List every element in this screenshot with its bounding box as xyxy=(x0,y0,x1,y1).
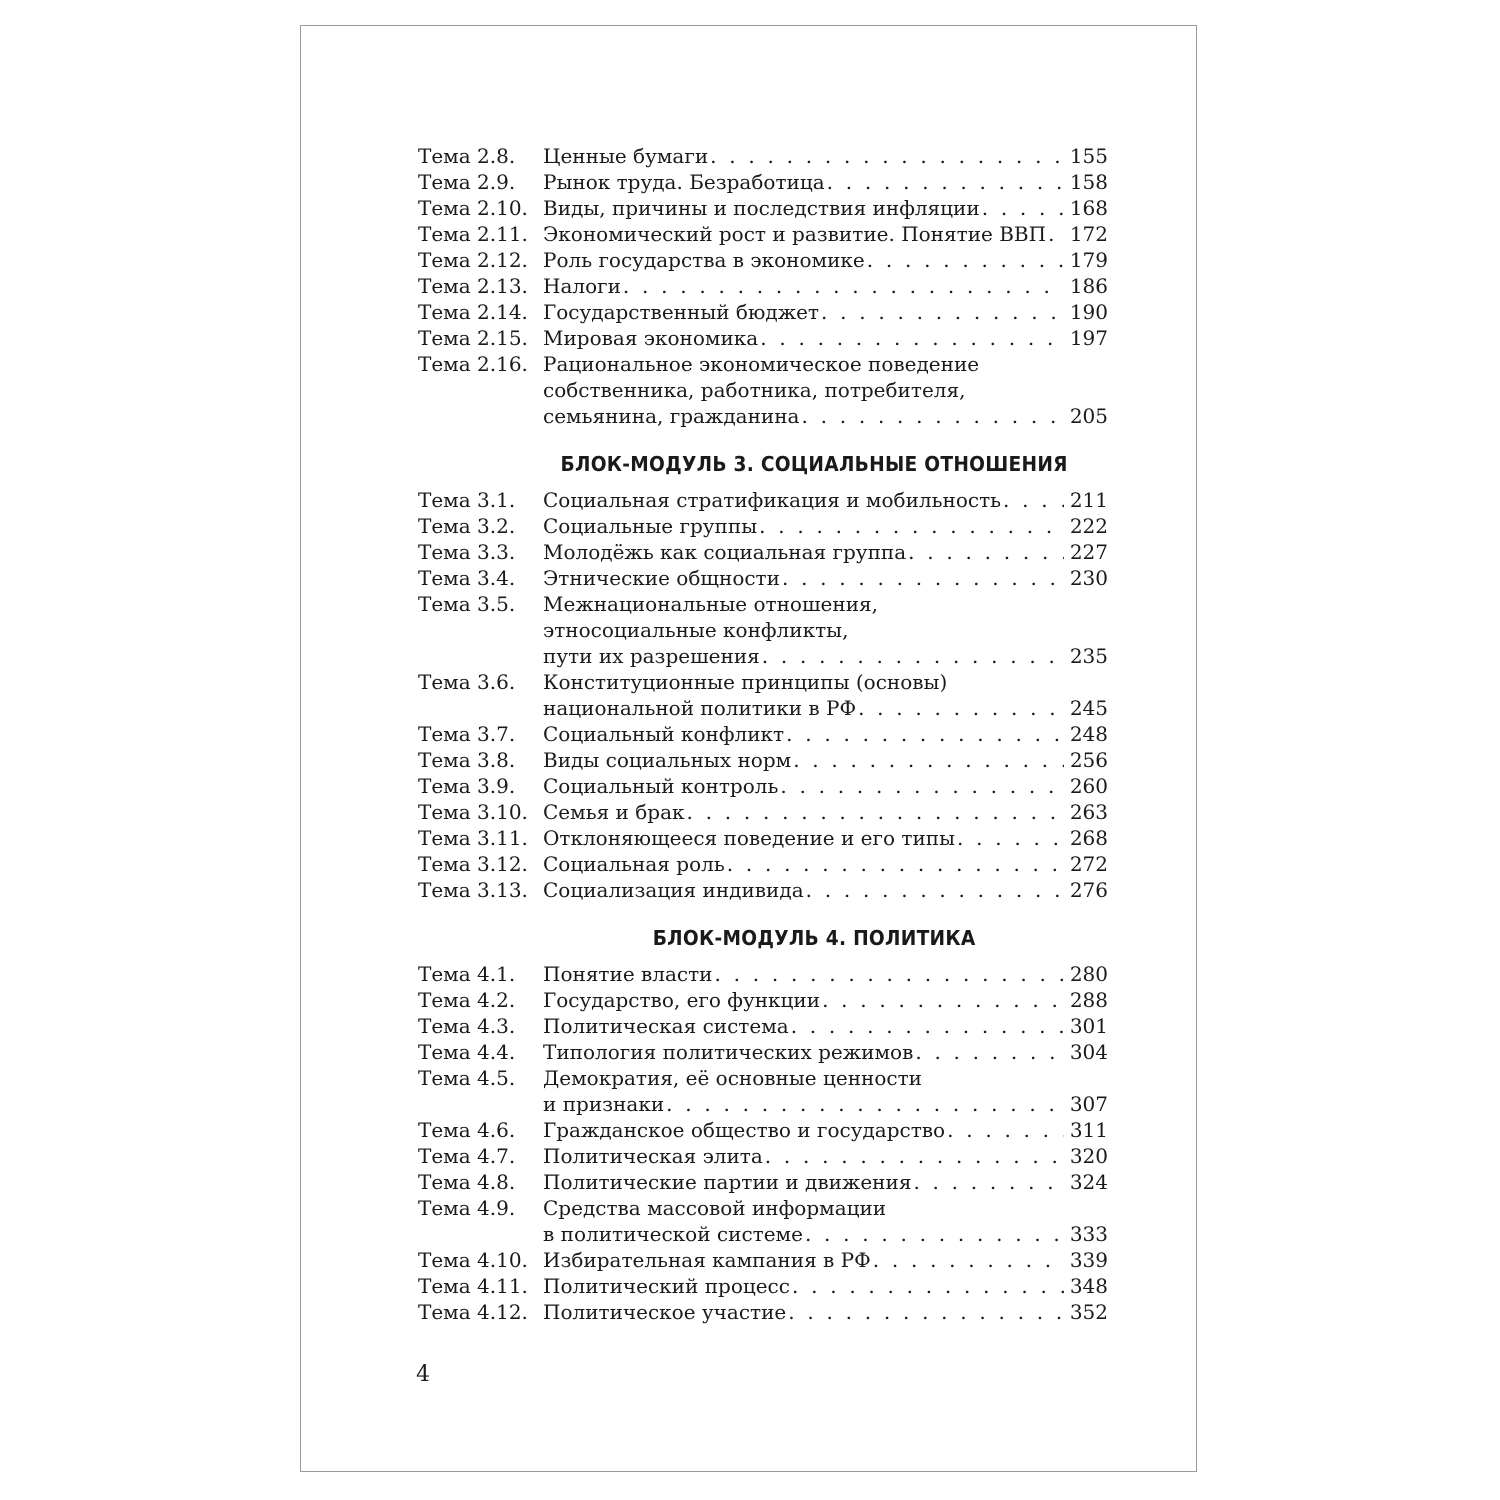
toc-entry[interactable] xyxy=(418,1013,1108,1039)
dot-leader xyxy=(827,169,1064,195)
topic-body xyxy=(543,1169,1108,1195)
topic-title-line xyxy=(543,1169,1108,1195)
topic-body xyxy=(543,195,1108,221)
dot-leader xyxy=(759,513,1064,539)
topic-number: Тема 3.7. xyxy=(418,722,516,746)
page-reference: 172 xyxy=(1069,222,1108,246)
toc-entry[interactable] xyxy=(418,325,1108,351)
topic-body xyxy=(543,773,1108,799)
topic-title-text: собственника, работника, потребителя, xyxy=(543,378,966,402)
topic-title-line xyxy=(543,1221,1108,1247)
topic-title-text: Ценные бумаги xyxy=(543,144,709,168)
page-reference: 256 xyxy=(1069,748,1108,772)
topic-number: Тема 2.15. xyxy=(418,326,528,350)
dot-leader xyxy=(710,143,1064,169)
page-reference: 324 xyxy=(1069,1170,1108,1194)
page-reference: 268 xyxy=(1069,826,1108,850)
page-reference: 235 xyxy=(1069,644,1108,668)
topic-body xyxy=(543,299,1108,325)
dot-leader xyxy=(782,565,1064,591)
page-reference: 168 xyxy=(1069,196,1108,220)
toc-entry[interactable] xyxy=(418,195,1108,221)
topic-body xyxy=(543,273,1108,299)
toc-entry[interactable] xyxy=(418,669,1108,721)
topic-title-text: Политическое участие xyxy=(543,1300,787,1324)
dot-leader xyxy=(915,1039,1064,1065)
block-heading: БЛОК-МОДУЛЬ 4. ПОЛИТИКА xyxy=(652,926,976,950)
topic-title-line xyxy=(543,987,1108,1013)
toc-entry[interactable] xyxy=(418,273,1108,299)
dot-leader xyxy=(913,1169,1064,1195)
topic-body xyxy=(543,721,1108,747)
dot-leader xyxy=(765,1143,1064,1169)
topic-title-line xyxy=(543,1273,1108,1299)
topic-title-text: Мировая экономика xyxy=(543,326,759,350)
topic-title-line xyxy=(543,487,1108,513)
topic-title-text: Отклоняющееся поведение и его типы xyxy=(543,826,956,850)
topic-body xyxy=(543,747,1108,773)
topic-number: Тема 4.12. xyxy=(418,1300,528,1324)
dot-leader xyxy=(792,1273,1064,1299)
topic-title-text: Социальная роль xyxy=(543,852,725,876)
topic-title-line xyxy=(543,799,1108,825)
dot-leader xyxy=(1048,221,1064,247)
toc-entry[interactable] xyxy=(418,877,1108,903)
topic-number: Тема 4.5. xyxy=(418,1066,516,1090)
toc-entry[interactable] xyxy=(418,169,1108,195)
topic-number: Тема 3.1. xyxy=(418,488,516,512)
dot-leader xyxy=(821,299,1064,325)
topic-number: Тема 4.2. xyxy=(418,988,516,1012)
topic-body xyxy=(543,669,1108,721)
page-reference: 320 xyxy=(1069,1144,1108,1168)
topic-title-text: Политическая система xyxy=(543,1014,789,1038)
topic-body xyxy=(543,169,1108,195)
topic-body xyxy=(543,247,1108,273)
topic-title-text: Средства массовой информации xyxy=(543,1196,887,1220)
topic-number: Тема 4.6. xyxy=(418,1118,516,1142)
toc-entry[interactable] xyxy=(418,747,1108,773)
topic-number: Тема 2.8. xyxy=(418,144,516,168)
toc-entry[interactable] xyxy=(418,221,1108,247)
topic-number: Тема 3.2. xyxy=(418,514,516,538)
toc-entry[interactable] xyxy=(418,961,1108,987)
topic-body xyxy=(543,825,1108,851)
topic-number: Тема 3.4. xyxy=(418,566,516,590)
page-reference: 263 xyxy=(1069,800,1108,824)
topic-title-text: Межнациональные отношения, xyxy=(543,592,879,616)
topic-title-line xyxy=(543,513,1108,539)
toc-entry[interactable] xyxy=(418,1299,1108,1325)
topic-body xyxy=(543,221,1108,247)
toc-entry[interactable] xyxy=(418,851,1108,877)
page-reference: 339 xyxy=(1069,1248,1108,1272)
dot-leader xyxy=(858,695,1064,721)
dot-leader xyxy=(1003,487,1064,513)
dot-leader xyxy=(727,851,1064,877)
topic-number: Тема 4.8. xyxy=(418,1170,516,1194)
page-reference: 155 xyxy=(1069,144,1108,168)
page-reference: 197 xyxy=(1069,326,1108,350)
toc-entry[interactable] xyxy=(418,591,1108,669)
topic-title-line xyxy=(543,539,1108,565)
topic-body xyxy=(543,1143,1108,1169)
topic-number: Тема 3.11. xyxy=(418,826,528,850)
toc-section xyxy=(418,451,1108,903)
topic-title-text: Виды социальных норм xyxy=(543,748,792,772)
toc-entry[interactable] xyxy=(418,825,1108,851)
topic-body xyxy=(543,591,1108,669)
dot-leader xyxy=(801,403,1064,429)
topic-title-text: Социальный контроль xyxy=(543,774,779,798)
topic-title-line xyxy=(543,1091,1108,1117)
topic-title-text: Рациональное экономическое поведение xyxy=(543,352,980,376)
topic-title-line xyxy=(543,669,1108,695)
topic-body xyxy=(543,1195,1108,1247)
page-reference: 245 xyxy=(1069,696,1108,720)
page-reference: 190 xyxy=(1069,300,1108,324)
topic-title-text: в политической системе xyxy=(543,1222,803,1246)
toc-entry[interactable] xyxy=(418,247,1108,273)
topic-title-text: и признаки xyxy=(543,1092,665,1116)
topic-title-line xyxy=(543,695,1108,721)
topic-title-line xyxy=(543,591,1108,617)
topic-title-line xyxy=(543,195,1108,221)
topic-title-line xyxy=(543,825,1108,851)
toc-entry[interactable] xyxy=(418,987,1108,1013)
toc-entry[interactable] xyxy=(418,565,1108,591)
dot-leader xyxy=(908,539,1064,565)
topic-body xyxy=(543,961,1108,987)
toc-entry[interactable] xyxy=(418,539,1108,565)
dot-leader xyxy=(867,247,1064,273)
block-heading: БЛОК-МОДУЛЬ 3. СОЦИАЛЬНЫЕ ОТНОШЕНИЯ xyxy=(560,452,1068,476)
topic-body xyxy=(543,799,1108,825)
toc-entry[interactable] xyxy=(418,351,1108,429)
topic-number: Тема 2.12. xyxy=(418,248,528,272)
topic-title-text: Демократия, её основные ценности xyxy=(543,1066,922,1090)
topic-title-line xyxy=(543,299,1108,325)
topic-number: Тема 2.16. xyxy=(418,352,528,376)
topic-body xyxy=(543,987,1108,1013)
toc-section xyxy=(418,925,1108,1325)
dot-leader xyxy=(760,325,1064,351)
table-of-contents xyxy=(418,143,1108,1325)
page-reference: 230 xyxy=(1069,566,1108,590)
topic-title-text: Политическая элита xyxy=(543,1144,763,1168)
topic-title-line xyxy=(543,1117,1108,1143)
page-reference: 186 xyxy=(1069,274,1108,298)
page-reference: 276 xyxy=(1069,878,1108,902)
topic-number: Тема 2.10. xyxy=(418,196,528,220)
topic-title-line xyxy=(543,1039,1108,1065)
topic-number: Тема 3.9. xyxy=(418,774,516,798)
topic-title-text: семьянина, гражданина xyxy=(543,404,800,428)
toc-entry[interactable] xyxy=(418,299,1108,325)
topic-body xyxy=(543,1013,1108,1039)
toc-section xyxy=(418,143,1108,429)
page-number: 4 xyxy=(416,1362,430,1387)
topic-number: Тема 3.3. xyxy=(418,540,516,564)
page-reference: 179 xyxy=(1069,248,1108,272)
dot-leader xyxy=(666,1091,1064,1117)
dot-leader xyxy=(805,1221,1064,1247)
page-reference: 222 xyxy=(1069,514,1108,538)
topic-number: Тема 2.9. xyxy=(418,170,516,194)
topic-number: Тема 4.11. xyxy=(418,1274,528,1298)
toc-entry[interactable] xyxy=(418,143,1108,169)
toc-entry[interactable] xyxy=(418,1273,1108,1299)
page-reference: 311 xyxy=(1069,1118,1108,1142)
topic-title-line xyxy=(543,169,1108,195)
topic-title-line xyxy=(543,143,1108,169)
page-reference: 348 xyxy=(1069,1274,1108,1298)
topic-title-text: Политические партии и движения xyxy=(543,1170,912,1194)
dot-leader xyxy=(947,1117,1064,1143)
topic-number: Тема 3.12. xyxy=(418,852,528,876)
topic-number: Тема 4.10. xyxy=(418,1248,528,1272)
toc-entry[interactable] xyxy=(418,1143,1108,1169)
topic-title-text: пути их разрешения xyxy=(543,644,760,668)
topic-title-line xyxy=(543,747,1108,773)
topic-title-line xyxy=(543,1247,1108,1273)
topic-number: Тема 3.6. xyxy=(418,670,516,694)
topic-title-text: Типология политических режимов xyxy=(543,1040,914,1064)
toc-entry[interactable] xyxy=(418,487,1108,513)
topic-body xyxy=(543,487,1108,513)
topic-title-text: Рынок труда. Безработица xyxy=(543,170,825,194)
topic-title-line xyxy=(543,643,1108,669)
topic-number: Тема 3.13. xyxy=(418,878,528,902)
topic-title-text: Социальная стратификация и мобильность xyxy=(543,488,1002,512)
topic-title-line xyxy=(543,351,1108,377)
topic-body xyxy=(543,513,1108,539)
topic-title-text: национальной политики в РФ xyxy=(543,696,857,720)
topic-number: Тема 4.4. xyxy=(418,1040,516,1064)
topic-title-line xyxy=(543,961,1108,987)
topic-title-text: Политический процесс xyxy=(543,1274,790,1298)
topic-title-text: Молодёжь как социальная группа xyxy=(543,540,907,564)
topic-number: Тема 4.9. xyxy=(418,1196,516,1220)
topic-number: Тема 4.7. xyxy=(418,1144,516,1168)
topic-title-text: Социальный конфликт xyxy=(543,722,785,746)
topic-title-text: Экономический рост и развитие. Понятие ВВП xyxy=(543,222,1047,246)
dot-leader xyxy=(788,1299,1064,1325)
topic-body xyxy=(543,1273,1108,1299)
topic-title-line xyxy=(543,1013,1108,1039)
dot-leader xyxy=(715,961,1064,987)
page-reference: 301 xyxy=(1069,1014,1108,1038)
topic-body xyxy=(543,325,1108,351)
topic-number: Тема 4.1. xyxy=(418,962,516,986)
topic-number: Тема 2.13. xyxy=(418,274,528,298)
topic-title-text: Семья и брак xyxy=(543,800,685,824)
topic-number: Тема 2.11. xyxy=(418,222,528,246)
topic-title-line xyxy=(543,851,1108,877)
topic-title-text: Избирательная кампания в РФ xyxy=(543,1248,871,1272)
topic-body xyxy=(543,351,1108,429)
toc-entry[interactable] xyxy=(418,773,1108,799)
topic-title-text: Виды, причины и последствия инфляции xyxy=(543,196,980,220)
toc-entry[interactable] xyxy=(418,721,1108,747)
topic-title-text: Конституционные принципы (основы) xyxy=(543,670,948,694)
page-reference: 307 xyxy=(1069,1092,1108,1116)
page-reference: 304 xyxy=(1069,1040,1108,1064)
toc-entry[interactable] xyxy=(418,1195,1108,1247)
dot-leader xyxy=(793,747,1064,773)
topic-body xyxy=(543,143,1108,169)
topic-title-line xyxy=(543,565,1108,591)
page-reference: 333 xyxy=(1069,1222,1108,1246)
toc-entry[interactable] xyxy=(418,1039,1108,1065)
topic-number: Тема 3.5. xyxy=(418,592,516,616)
topic-title-line xyxy=(543,247,1108,273)
topic-number: Тема 4.3. xyxy=(418,1014,516,1038)
toc-entry[interactable] xyxy=(418,1169,1108,1195)
topic-title-line xyxy=(543,1065,1108,1091)
topic-title-line xyxy=(543,221,1108,247)
dot-leader xyxy=(623,273,1064,299)
topic-title-line xyxy=(543,617,1108,643)
dot-leader xyxy=(873,1247,1064,1273)
topic-title-text: этносоциальные конфликты, xyxy=(543,618,849,642)
topic-number: Тема 2.14. xyxy=(418,300,528,324)
page-reference: 288 xyxy=(1069,988,1108,1012)
page-reference: 280 xyxy=(1069,962,1108,986)
topic-title-text: Роль государства в экономике xyxy=(543,248,865,272)
topic-title-line xyxy=(543,773,1108,799)
dot-leader xyxy=(786,721,1064,747)
topic-title-text: Социализация индивида xyxy=(543,878,804,902)
page-reference: 272 xyxy=(1069,852,1108,876)
topic-body xyxy=(543,1117,1108,1143)
topic-body xyxy=(543,539,1108,565)
toc-entry[interactable] xyxy=(418,1117,1108,1143)
topic-title-text: Налоги xyxy=(543,274,621,298)
dot-leader xyxy=(791,1013,1064,1039)
dot-leader xyxy=(762,643,1064,669)
page-reference: 260 xyxy=(1069,774,1108,798)
topic-title-text: Государственный бюджет xyxy=(543,300,819,324)
topic-title-text: Социальные группы xyxy=(543,514,758,538)
topic-title-text: Понятие власти xyxy=(543,962,713,986)
page-reference: 158 xyxy=(1069,170,1108,194)
topic-title-text: Этнические общности xyxy=(543,566,780,590)
topic-title-line xyxy=(543,1299,1108,1325)
topic-body xyxy=(543,851,1108,877)
topic-title-line xyxy=(543,721,1108,747)
toc-entry[interactable] xyxy=(418,1065,1108,1117)
topic-title-line xyxy=(543,403,1108,429)
page-reference: 205 xyxy=(1069,404,1108,428)
topic-title-line xyxy=(543,1143,1108,1169)
topic-body xyxy=(543,1039,1108,1065)
topic-number: Тема 3.8. xyxy=(418,748,516,772)
dot-leader xyxy=(982,195,1064,221)
topic-title-line xyxy=(543,377,1108,403)
dot-leader xyxy=(822,987,1064,1013)
page-reference: 248 xyxy=(1069,722,1108,746)
page-reference: 211 xyxy=(1069,488,1108,512)
toc-entry[interactable] xyxy=(418,799,1108,825)
topic-title-line xyxy=(543,273,1108,299)
toc-entry[interactable] xyxy=(418,1247,1108,1273)
topic-number: Тема 3.10. xyxy=(418,800,528,824)
topic-title-line xyxy=(543,325,1108,351)
dot-leader xyxy=(957,825,1064,851)
page-reference: 227 xyxy=(1069,540,1108,564)
topic-body xyxy=(543,877,1108,903)
topic-title-text: Государство, его функции xyxy=(543,988,821,1012)
topic-title-line xyxy=(543,1195,1108,1221)
dot-leader xyxy=(806,877,1064,903)
dot-leader xyxy=(687,799,1064,825)
topic-body xyxy=(543,1247,1108,1273)
page-reference: 352 xyxy=(1069,1300,1108,1324)
topic-title-text: Гражданское общество и государство xyxy=(543,1118,946,1142)
topic-body xyxy=(543,1299,1108,1325)
topic-title-line xyxy=(543,877,1108,903)
topic-body xyxy=(543,1065,1108,1117)
topic-body xyxy=(543,565,1108,591)
toc-entry[interactable] xyxy=(418,513,1108,539)
dot-leader xyxy=(780,773,1064,799)
